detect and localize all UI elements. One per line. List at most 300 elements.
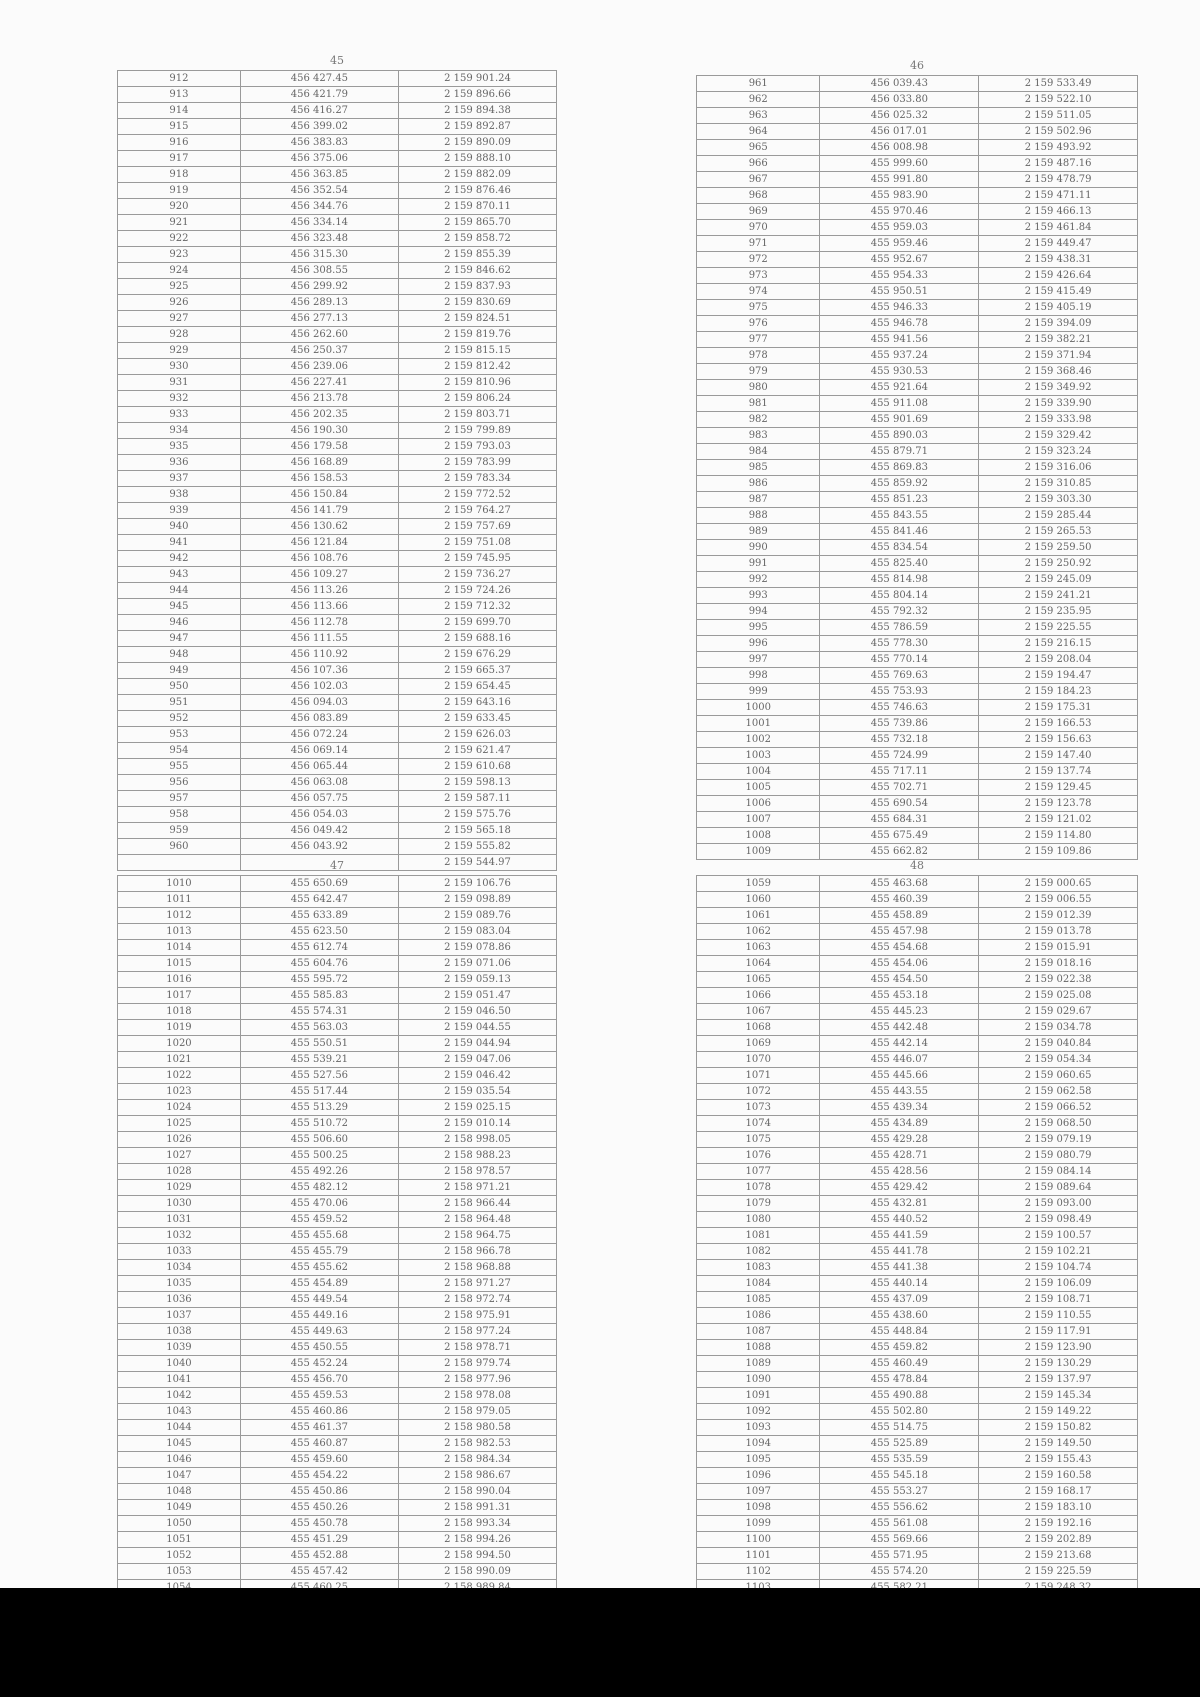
point-id-cell: 925 [118, 279, 241, 295]
point-id-cell: 920 [118, 199, 241, 215]
table-row [118, 759, 557, 775]
point-id-cell: 1060 [697, 892, 820, 908]
y-coordinate-cell: 2 159 046.42 [398, 1068, 556, 1084]
y-coordinate-cell: 2 159 149.22 [979, 1404, 1138, 1420]
table-row [118, 1500, 557, 1516]
table-row [118, 1388, 557, 1404]
coordinate-sheet-48 [696, 859, 1138, 1660]
x-coordinate-cell: 455 769.63 [820, 668, 979, 684]
x-coordinate-cell: 456 121.84 [240, 535, 398, 551]
table-row [697, 1388, 1138, 1404]
scan-bottom-border [0, 1588, 1200, 1697]
point-id-cell: 913 [118, 87, 241, 103]
table-row [697, 748, 1138, 764]
y-coordinate-cell: 2 159 046.50 [398, 1004, 556, 1020]
table-row [118, 343, 557, 359]
y-coordinate-cell: 2 159 059.13 [398, 972, 556, 988]
point-id-cell: 940 [118, 519, 241, 535]
point-id-cell: 959 [118, 823, 241, 839]
y-coordinate-cell: 2 159 764.27 [398, 503, 556, 519]
table-row [118, 924, 557, 940]
x-coordinate-cell: 456 110.92 [240, 647, 398, 663]
point-id-cell: 978 [697, 348, 820, 364]
x-coordinate-cell: 455 452.24 [240, 1356, 398, 1372]
table-row [697, 540, 1138, 556]
point-id-cell: 1063 [697, 940, 820, 956]
x-coordinate-cell: 455 449.16 [240, 1308, 398, 1324]
table-row [118, 1260, 557, 1276]
y-coordinate-cell: 2 159 461.84 [979, 220, 1138, 236]
point-id-cell: 993 [697, 588, 820, 604]
table-row [118, 551, 557, 567]
y-coordinate-cell: 2 159 665.37 [398, 663, 556, 679]
x-coordinate-cell: 455 746.63 [820, 700, 979, 716]
page-number: 46 [910, 59, 924, 72]
y-coordinate-cell: 2 159 093.00 [979, 1196, 1138, 1212]
x-coordinate-cell: 455 442.48 [820, 1020, 979, 1036]
point-id-cell: 1100 [697, 1532, 820, 1548]
point-id-cell: 1077 [697, 1164, 820, 1180]
point-id-cell: 1007 [697, 812, 820, 828]
point-id-cell: 1008 [697, 828, 820, 844]
x-coordinate-cell: 455 999.60 [820, 156, 979, 172]
x-coordinate-cell: 455 441.38 [820, 1260, 979, 1276]
table-row [697, 1036, 1138, 1052]
y-coordinate-cell: 2 159 757.69 [398, 519, 556, 535]
point-id-cell: 965 [697, 140, 820, 156]
x-coordinate-cell: 455 460.87 [240, 1436, 398, 1452]
table-row [697, 1292, 1138, 1308]
table-row [118, 1180, 557, 1196]
y-coordinate-cell: 2 159 466.13 [979, 204, 1138, 220]
table-row [697, 1164, 1138, 1180]
point-id-cell: 967 [697, 172, 820, 188]
y-coordinate-cell: 2 159 044.55 [398, 1020, 556, 1036]
point-id-cell: 1043 [118, 1404, 241, 1420]
x-coordinate-cell: 455 463.68 [820, 876, 979, 892]
y-coordinate-cell: 2 159 855.39 [398, 247, 556, 263]
table-row [118, 839, 557, 855]
y-coordinate-cell: 2 159 751.08 [398, 535, 556, 551]
point-id-cell: 1051 [118, 1532, 241, 1548]
coordinate-sheet-45 [117, 54, 557, 871]
coordinate-sheet-46 [696, 59, 1138, 860]
point-id-cell: 973 [697, 268, 820, 284]
y-coordinate-cell: 2 159 047.06 [398, 1052, 556, 1068]
point-id-cell: 956 [118, 775, 241, 791]
x-coordinate-cell: 456 111.55 [240, 631, 398, 647]
table-row [118, 1516, 557, 1532]
x-coordinate-cell: 455 452.88 [240, 1548, 398, 1564]
y-coordinate-cell: 2 159 245.09 [979, 572, 1138, 588]
x-coordinate-cell: 455 879.71 [820, 444, 979, 460]
y-coordinate-cell: 2 159 235.95 [979, 604, 1138, 620]
y-coordinate-cell: 2 159 511.05 [979, 108, 1138, 124]
y-coordinate-cell: 2 159 415.49 [979, 284, 1138, 300]
table-row [697, 460, 1138, 476]
y-coordinate-cell: 2 158 978.08 [398, 1388, 556, 1404]
y-coordinate-cell: 2 159 147.40 [979, 748, 1138, 764]
y-coordinate-cell: 2 159 846.62 [398, 263, 556, 279]
table-row [697, 1196, 1138, 1212]
x-coordinate-cell: 455 513.29 [240, 1100, 398, 1116]
x-coordinate-cell: 455 770.14 [820, 652, 979, 668]
y-coordinate-cell: 2 159 382.21 [979, 332, 1138, 348]
y-coordinate-cell: 2 159 901.24 [398, 71, 556, 87]
point-id-cell: 1099 [697, 1516, 820, 1532]
y-coordinate-cell: 2 158 968.88 [398, 1260, 556, 1276]
point-id-cell: 961 [697, 76, 820, 92]
table-row [697, 252, 1138, 268]
table-row [697, 1084, 1138, 1100]
point-id-cell: 986 [697, 476, 820, 492]
x-coordinate-cell: 456 289.13 [240, 295, 398, 311]
table-row [118, 1276, 557, 1292]
x-coordinate-cell: 455 478.84 [820, 1372, 979, 1388]
table-row [697, 1228, 1138, 1244]
point-id-cell: 960 [118, 839, 241, 855]
x-coordinate-cell: 456 033.80 [820, 92, 979, 108]
table-row [118, 1100, 557, 1116]
table-row [697, 764, 1138, 780]
table-row [118, 359, 557, 375]
point-id-cell: 1022 [118, 1068, 241, 1084]
point-id-cell: 924 [118, 263, 241, 279]
x-coordinate-cell: 455 459.82 [820, 1340, 979, 1356]
y-coordinate-cell: 2 159 676.29 [398, 647, 556, 663]
point-id-cell: 1098 [697, 1500, 820, 1516]
table-row [697, 1372, 1138, 1388]
y-coordinate-cell: 2 159 192.16 [979, 1516, 1138, 1532]
y-coordinate-cell: 2 159 194.47 [979, 668, 1138, 684]
table-row [118, 1532, 557, 1548]
point-id-cell: 1086 [697, 1308, 820, 1324]
table-row [697, 1532, 1138, 1548]
x-coordinate-cell: 455 527.56 [240, 1068, 398, 1084]
y-coordinate-cell: 2 159 349.92 [979, 380, 1138, 396]
point-id-cell: 1065 [697, 972, 820, 988]
table-row [118, 119, 557, 135]
table-row [118, 711, 557, 727]
table-row [697, 476, 1138, 492]
x-coordinate-cell: 456 107.36 [240, 663, 398, 679]
x-coordinate-cell: 455 684.31 [820, 812, 979, 828]
point-id-cell: 1025 [118, 1116, 241, 1132]
point-id-cell: 998 [697, 668, 820, 684]
x-coordinate-cell: 456 399.02 [240, 119, 398, 135]
x-coordinate-cell: 455 814.98 [820, 572, 979, 588]
y-coordinate-cell: 2 159 830.69 [398, 295, 556, 311]
point-id-cell: 1085 [697, 1292, 820, 1308]
table-row [697, 284, 1138, 300]
point-id-cell: 930 [118, 359, 241, 375]
y-coordinate-cell: 2 158 977.24 [398, 1324, 556, 1340]
x-coordinate-cell: 455 569.66 [820, 1532, 979, 1548]
point-id-cell: 989 [697, 524, 820, 540]
point-id-cell: 951 [118, 695, 241, 711]
table-row [118, 908, 557, 924]
point-id-cell: 969 [697, 204, 820, 220]
x-coordinate-cell: 455 439.34 [820, 1100, 979, 1116]
table-row [697, 940, 1138, 956]
table-row [118, 1356, 557, 1372]
x-coordinate-cell: 455 901.69 [820, 412, 979, 428]
x-coordinate-cell: 455 921.64 [820, 380, 979, 396]
x-coordinate-cell: 455 662.82 [820, 844, 979, 860]
x-coordinate-cell: 455 432.81 [820, 1196, 979, 1212]
y-coordinate-cell: 2 159 555.82 [398, 839, 556, 855]
y-coordinate-cell: 2 159 806.24 [398, 391, 556, 407]
y-coordinate-cell: 2 159 123.90 [979, 1340, 1138, 1356]
x-coordinate-cell: 455 456.70 [240, 1372, 398, 1388]
point-id-cell: 928 [118, 327, 241, 343]
x-coordinate-cell: 455 675.49 [820, 828, 979, 844]
y-coordinate-cell: 2 159 544.97 [398, 855, 556, 871]
y-coordinate-cell: 2 158 975.91 [398, 1308, 556, 1324]
x-coordinate-cell: 455 612.74 [240, 940, 398, 956]
table-row [697, 556, 1138, 572]
y-coordinate-cell: 2 159 783.99 [398, 455, 556, 471]
point-id-cell: 1062 [697, 924, 820, 940]
x-coordinate-cell: 455 457.98 [820, 924, 979, 940]
x-coordinate-cell: 455 753.93 [820, 684, 979, 700]
x-coordinate-cell: 455 792.32 [820, 604, 979, 620]
table-row [697, 812, 1138, 828]
point-id-cell: 932 [118, 391, 241, 407]
table-row [118, 1228, 557, 1244]
point-id-cell: 970 [697, 220, 820, 236]
x-coordinate-cell: 455 454.50 [820, 972, 979, 988]
y-coordinate-cell: 2 159 865.70 [398, 215, 556, 231]
y-coordinate-cell: 2 159 333.98 [979, 412, 1138, 428]
y-coordinate-cell: 2 158 972.74 [398, 1292, 556, 1308]
x-coordinate-cell: 455 571.95 [820, 1548, 979, 1564]
table-row [118, 279, 557, 295]
y-coordinate-cell: 2 159 018.16 [979, 956, 1138, 972]
y-coordinate-cell: 2 159 394.09 [979, 316, 1138, 332]
y-coordinate-cell: 2 159 006.55 [979, 892, 1138, 908]
x-coordinate-cell: 455 450.26 [240, 1500, 398, 1516]
y-coordinate-cell: 2 159 102.21 [979, 1244, 1138, 1260]
x-coordinate-cell: 455 450.55 [240, 1340, 398, 1356]
table-row [697, 428, 1138, 444]
page-number: 45 [330, 54, 344, 67]
y-coordinate-cell: 2 159 449.47 [979, 236, 1138, 252]
y-coordinate-cell: 2 159 303.30 [979, 492, 1138, 508]
table-row [697, 844, 1138, 860]
table-row [697, 268, 1138, 284]
x-coordinate-cell: 455 623.50 [240, 924, 398, 940]
point-id-cell: 996 [697, 636, 820, 652]
y-coordinate-cell: 2 159 858.72 [398, 231, 556, 247]
x-coordinate-cell: 455 428.71 [820, 1148, 979, 1164]
x-coordinate-cell: 455 429.28 [820, 1132, 979, 1148]
table-row [697, 1420, 1138, 1436]
table-row [118, 940, 557, 956]
point-id-cell: 1092 [697, 1404, 820, 1420]
table-row [118, 1404, 557, 1420]
y-coordinate-cell: 2 159 626.03 [398, 727, 556, 743]
y-coordinate-cell: 2 159 000.65 [979, 876, 1138, 892]
y-coordinate-cell: 2 159 793.03 [398, 439, 556, 455]
x-coordinate-cell: 455 448.84 [820, 1324, 979, 1340]
y-coordinate-cell: 2 159 323.24 [979, 444, 1138, 460]
y-coordinate-cell: 2 159 633.45 [398, 711, 556, 727]
point-id-cell: 1079 [697, 1196, 820, 1212]
x-coordinate-cell: 455 739.86 [820, 716, 979, 732]
x-coordinate-cell: 455 946.33 [820, 300, 979, 316]
x-coordinate-cell: 455 437.09 [820, 1292, 979, 1308]
x-coordinate-cell: 455 454.68 [820, 940, 979, 956]
x-coordinate-cell: 455 500.25 [240, 1148, 398, 1164]
point-id-cell: 1095 [697, 1452, 820, 1468]
point-id-cell: 1071 [697, 1068, 820, 1084]
x-coordinate-cell: 455 859.92 [820, 476, 979, 492]
table-row [697, 1548, 1138, 1564]
x-coordinate-cell: 456 383.83 [240, 135, 398, 151]
table-row [118, 167, 557, 183]
table-row [697, 492, 1138, 508]
y-coordinate-cell: 2 159 783.34 [398, 471, 556, 487]
y-coordinate-cell: 2 159 054.34 [979, 1052, 1138, 1068]
table-row [118, 1420, 557, 1436]
page-number: 47 [330, 859, 344, 872]
y-coordinate-cell: 2 159 368.46 [979, 364, 1138, 380]
point-id-cell: 941 [118, 535, 241, 551]
point-id-cell: 980 [697, 380, 820, 396]
table-row [697, 1500, 1138, 1516]
table-row [118, 1036, 557, 1052]
x-coordinate-cell: 455 457.42 [240, 1564, 398, 1580]
x-coordinate-cell: 455 428.56 [820, 1164, 979, 1180]
point-id-cell: 1075 [697, 1132, 820, 1148]
x-coordinate-cell: 455 834.54 [820, 540, 979, 556]
table-row [697, 636, 1138, 652]
point-id-cell: 1069 [697, 1036, 820, 1052]
x-coordinate-cell: 455 449.63 [240, 1324, 398, 1340]
coordinate-table [117, 875, 557, 1660]
table-row [697, 1132, 1138, 1148]
x-coordinate-cell: 456 069.14 [240, 743, 398, 759]
x-coordinate-cell: 456 427.45 [240, 71, 398, 87]
table-row [118, 775, 557, 791]
point-id-cell: 1026 [118, 1132, 241, 1148]
x-coordinate-cell: 455 869.83 [820, 460, 979, 476]
x-coordinate-cell: 455 690.54 [820, 796, 979, 812]
y-coordinate-cell: 2 159 137.74 [979, 764, 1138, 780]
y-coordinate-cell: 2 158 982.53 [398, 1436, 556, 1452]
table-row [118, 1484, 557, 1500]
table-row [697, 828, 1138, 844]
table-row [697, 124, 1138, 140]
table-row [697, 364, 1138, 380]
x-coordinate-cell: 455 702.71 [820, 780, 979, 796]
y-coordinate-cell: 2 159 882.09 [398, 167, 556, 183]
table-row [118, 1148, 557, 1164]
y-coordinate-cell: 2 159 225.55 [979, 620, 1138, 636]
table-row [697, 172, 1138, 188]
y-coordinate-cell: 2 159 035.54 [398, 1084, 556, 1100]
point-id-cell: 1030 [118, 1196, 241, 1212]
y-coordinate-cell: 2 159 250.92 [979, 556, 1138, 572]
y-coordinate-cell: 2 159 149.50 [979, 1436, 1138, 1452]
y-coordinate-cell: 2 159 259.50 [979, 540, 1138, 556]
table-row [697, 988, 1138, 1004]
table-row [697, 1116, 1138, 1132]
x-coordinate-cell: 455 556.62 [820, 1500, 979, 1516]
x-coordinate-cell: 455 440.14 [820, 1276, 979, 1292]
point-id-cell: 1072 [697, 1084, 820, 1100]
x-coordinate-cell: 455 717.11 [820, 764, 979, 780]
point-id-cell: 994 [697, 604, 820, 620]
x-coordinate-cell: 455 650.69 [240, 876, 398, 892]
point-id-cell: 955 [118, 759, 241, 775]
point-id-cell: 1045 [118, 1436, 241, 1452]
y-coordinate-cell: 2 158 978.57 [398, 1164, 556, 1180]
point-id-cell: 962 [697, 92, 820, 108]
x-coordinate-cell: 455 574.20 [820, 1564, 979, 1580]
x-coordinate-cell: 456 039.43 [820, 76, 979, 92]
table-row [697, 572, 1138, 588]
y-coordinate-cell: 2 158 984.34 [398, 1452, 556, 1468]
y-coordinate-cell: 2 158 998.05 [398, 1132, 556, 1148]
point-id-cell: 1041 [118, 1372, 241, 1388]
point-id-cell: 966 [697, 156, 820, 172]
point-id-cell: 919 [118, 183, 241, 199]
x-coordinate-cell: 455 561.08 [820, 1516, 979, 1532]
x-coordinate-cell: 455 604.76 [240, 956, 398, 972]
y-coordinate-cell: 2 159 745.95 [398, 551, 556, 567]
y-coordinate-cell: 2 158 980.58 [398, 1420, 556, 1436]
x-coordinate-cell: 456 421.79 [240, 87, 398, 103]
table-row [118, 631, 557, 647]
y-coordinate-cell: 2 159 175.31 [979, 700, 1138, 716]
x-coordinate-cell: 456 063.08 [240, 775, 398, 791]
y-coordinate-cell: 2 159 799.89 [398, 423, 556, 439]
point-id-cell: 984 [697, 444, 820, 460]
point-id-cell: 948 [118, 647, 241, 663]
y-coordinate-cell: 2 159 130.29 [979, 1356, 1138, 1372]
point-id-cell: 1012 [118, 908, 241, 924]
x-coordinate-cell: 455 983.90 [820, 188, 979, 204]
point-id-cell: 958 [118, 807, 241, 823]
table-row [697, 1324, 1138, 1340]
table-row [118, 972, 557, 988]
y-coordinate-cell: 2 159 598.13 [398, 775, 556, 791]
point-id-cell: 937 [118, 471, 241, 487]
y-coordinate-cell: 2 158 978.71 [398, 1340, 556, 1356]
y-coordinate-cell: 2 158 977.96 [398, 1372, 556, 1388]
y-coordinate-cell: 2 159 426.64 [979, 268, 1138, 284]
x-coordinate-cell: 455 455.62 [240, 1260, 398, 1276]
point-id-cell: 1032 [118, 1228, 241, 1244]
x-coordinate-cell: 455 502.80 [820, 1404, 979, 1420]
point-id-cell: 1097 [697, 1484, 820, 1500]
x-coordinate-cell: 455 786.59 [820, 620, 979, 636]
point-id-cell: 992 [697, 572, 820, 588]
x-coordinate-cell: 455 959.03 [820, 220, 979, 236]
x-coordinate-cell: 456 108.76 [240, 551, 398, 567]
x-coordinate-cell: 456 043.92 [240, 839, 398, 855]
y-coordinate-cell: 2 159 110.55 [979, 1308, 1138, 1324]
point-id-cell: 1050 [118, 1516, 241, 1532]
table-row [697, 684, 1138, 700]
point-id-cell: 1005 [697, 780, 820, 796]
table-row [118, 791, 557, 807]
table-row [697, 1436, 1138, 1452]
y-coordinate-cell: 2 159 815.15 [398, 343, 556, 359]
y-coordinate-cell: 2 159 071.06 [398, 956, 556, 972]
